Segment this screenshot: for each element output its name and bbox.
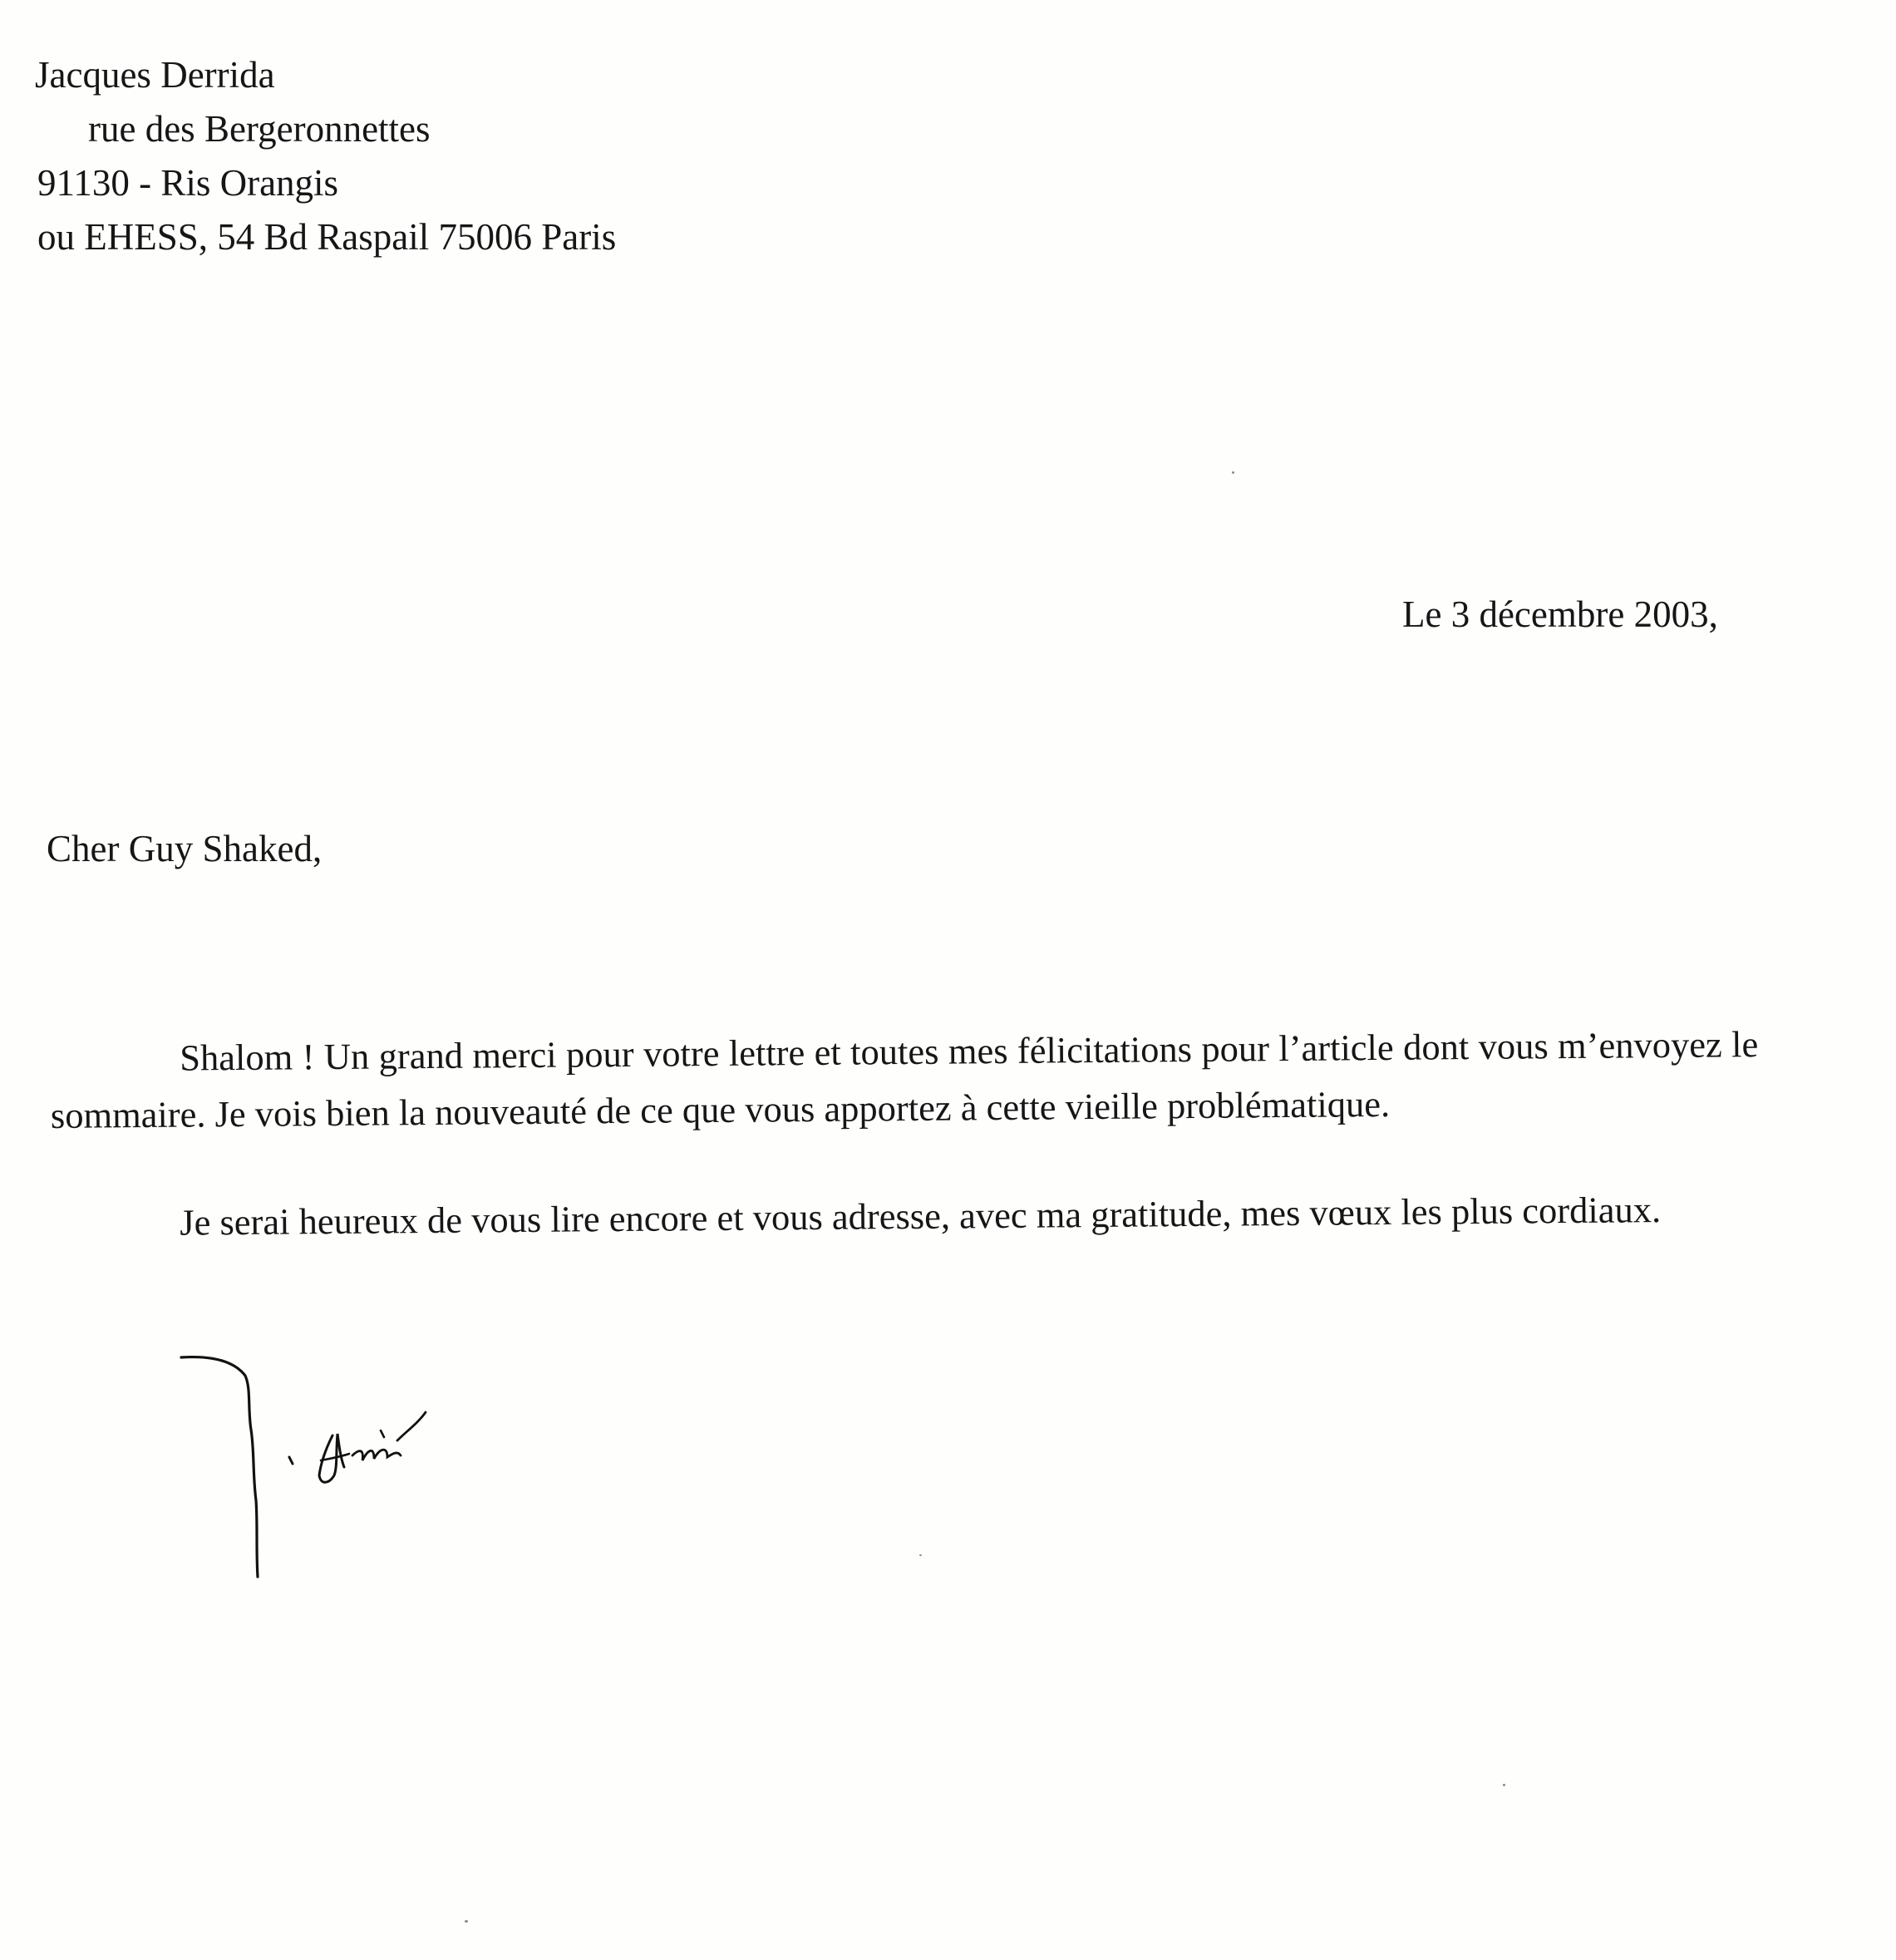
scan-speck bbox=[1503, 1784, 1505, 1786]
scan-speck bbox=[465, 1920, 468, 1923]
letter-date: Le 3 décembre 2003, bbox=[1402, 593, 1718, 635]
paragraph-text: Shalom ! Un grand merci pour votre lettre et toutes mes félicitations pour l’article dont vous m’envoyez le sommaire. Je vois bien la nouveauté de ce que vous apportez à cette vieille problématique. bbox=[50, 1023, 1759, 1136]
letter-body-paragraph-2 bbox=[50, 1180, 1759, 1252]
scan-speck bbox=[1232, 471, 1234, 474]
handwritten-signature bbox=[175, 1351, 490, 1583]
paragraph-text: Je serai heureux de vous lire encore et vous adresse, avec ma gratitude, mes vœux les plus cordiaux. bbox=[180, 1189, 1662, 1243]
scan-speck bbox=[919, 1554, 922, 1556]
letter-body-paragraph-1 bbox=[50, 1016, 1759, 1144]
sender-alt-address: ou EHESS, 54 Bd Raspail 75006 Paris bbox=[37, 216, 617, 258]
salutation: Cher Guy Shaked, bbox=[47, 828, 323, 869]
sender-city: 91130 - Ris Orangis bbox=[37, 162, 339, 204]
sender-name: Jacques Derrida bbox=[35, 54, 275, 96]
sender-street: rue des Bergeronnettes bbox=[88, 108, 431, 150]
